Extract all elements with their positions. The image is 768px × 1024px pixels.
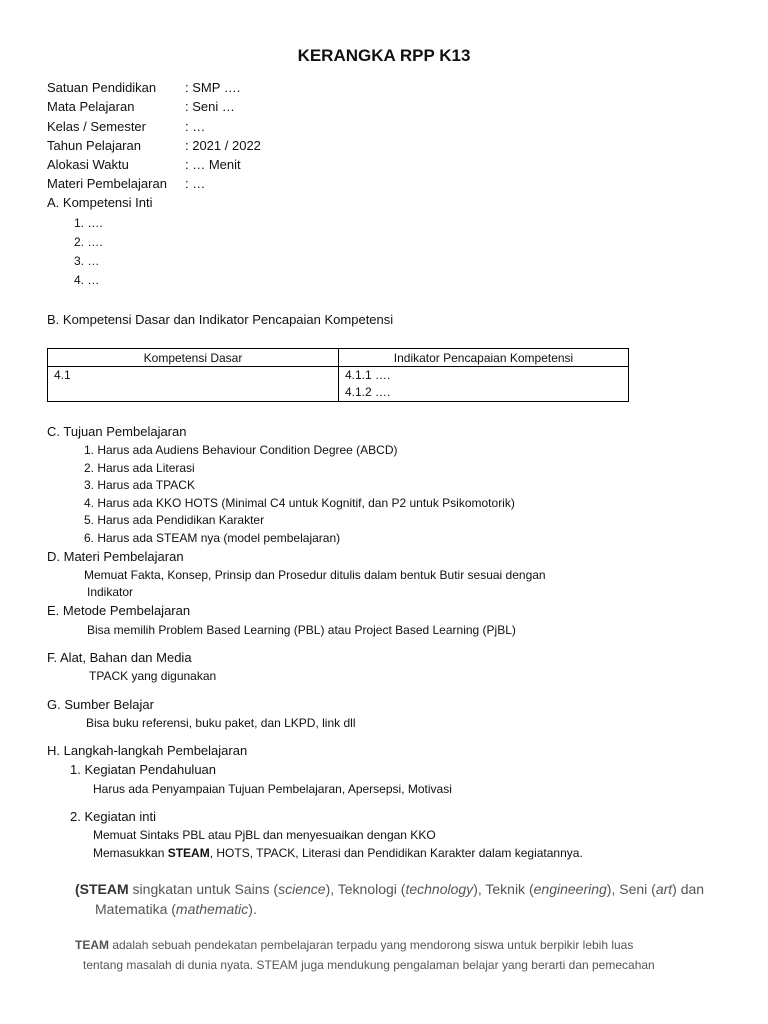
italic-term: science: [278, 881, 326, 897]
section-e-text: Bisa memilih Problem Based Learning (PBL) atau Project Based Learning (PjBL): [87, 623, 516, 637]
step-label: 1. Kegiatan Pendahuluan: [70, 762, 217, 777]
info-value: : 2021 / 2022: [185, 138, 261, 153]
info-label: Alokasi Waktu: [47, 157, 129, 172]
text-segment: (: [75, 881, 80, 897]
list-item: 3. …: [74, 254, 100, 268]
section-a-heading: A. Kompetensi Inti: [47, 195, 153, 210]
section-b-heading: B. Kompetensi Dasar dan Indikator Pencapaian Kompetensi: [47, 312, 394, 327]
section-e-heading: E. Metode Pembelajaran: [47, 603, 191, 618]
text-segment: ) dan: [672, 881, 705, 897]
info-value: : …: [185, 119, 206, 134]
info-label: Materi Pembelajaran: [47, 176, 167, 191]
text-segment: ), Teknologi (: [325, 881, 406, 897]
indicator-item: 4.1.2 ….: [345, 385, 391, 399]
list-item: 1. Harus ada Audiens Behaviour Condition Degree (ABCD): [84, 443, 398, 457]
indicator-item: 4.1.1 ….: [345, 368, 391, 382]
text-segment: Memasukkan: [93, 846, 168, 860]
text-segment: tentang masalah di dunia nyata. STEAM juga mendukung pengalaman belajar yang berarti dan pemecahan: [83, 958, 655, 972]
step-label: 2. Kegiatan inti: [70, 809, 157, 824]
list-item: 5. Harus ada Pendidikan Karakter: [84, 513, 265, 527]
text-segment: Matematika (: [95, 901, 176, 917]
section-g-heading: G. Sumber Belajar: [47, 697, 154, 712]
step-text: Harus ada Penyampaian Tujuan Pembelajaran, Apersepsi, Motivasi: [93, 782, 452, 796]
table-cell-kd: 4.1: [48, 367, 339, 402]
italic-term: mathematic: [175, 901, 249, 917]
page-title: KERANGKA RPP K13: [297, 46, 471, 65]
text-segment: singkatan untuk Sains (: [128, 881, 279, 897]
table-cell-indicators: [339, 367, 629, 402]
step-text: [93, 846, 583, 860]
list-item: 3. Harus ada TPACK: [84, 478, 195, 492]
bold-term: STEAM: [167, 846, 210, 860]
section-c-heading: C. Tujuan Pembelajaran: [47, 424, 187, 439]
info-label: Satuan Pendidikan: [47, 80, 157, 95]
table-header-row: [48, 349, 629, 367]
table-row: [48, 367, 629, 402]
info-label: Mata Pelajaran: [47, 99, 135, 114]
competency-table: [47, 348, 629, 402]
list-item: 6. Harus ada STEAM nya (model pembelajaran): [84, 531, 341, 545]
section-d-text: Memuat Fakta, Konsep, Prinsip dan Prosedur ditulis dalam bentuk Butir sesuai dengan: [84, 568, 546, 582]
italic-term: art: [655, 881, 673, 897]
list-item: 4. Harus ada KKO HOTS (Minimal C4 untuk Kognitif, dan P2 untuk Psikomotorik): [84, 496, 515, 510]
table-header-kd: Kompetensi Dasar: [48, 349, 339, 367]
text-segment: ), Seni (: [606, 881, 656, 897]
section-f-text: TPACK yang digunakan: [89, 669, 217, 683]
table-header-ipk: Indikator Pencapaian Kompetensi: [339, 349, 629, 367]
section-d-text: Indikator: [87, 585, 134, 599]
list-item: 2. Harus ada Literasi: [84, 461, 195, 475]
section-h-heading: H. Langkah-langkah Pembelajaran: [47, 743, 248, 758]
info-value: : … Menit: [185, 157, 241, 172]
info-label: Tahun Pelajaran: [47, 138, 141, 153]
info-value: : Seni …: [185, 99, 235, 114]
list-item: 4. …: [74, 273, 100, 287]
text-segment: ).: [248, 901, 257, 917]
text-segment: , HOTS, TPACK, Literasi dan Pendidikan Karakter dalam kegiatannya.: [209, 846, 583, 860]
info-value: : …: [185, 176, 206, 191]
text-segment: adalah sebuah pendekatan pembelajaran terpadu yang mendorong siswa untuk berpikir lebih luas: [109, 938, 634, 952]
section-d-heading: D. Materi Pembelajaran: [47, 549, 184, 564]
text-segment: ), Teknik (: [473, 881, 534, 897]
info-value: : SMP ….: [185, 80, 241, 95]
section-g-text: Bisa buku referensi, buku paket, dan LKPD, link dll: [86, 716, 356, 730]
bold-term: STEAM: [79, 881, 129, 897]
team-note: [75, 935, 735, 975]
section-f-heading: F. Alat, Bahan dan Media: [47, 650, 192, 665]
list-item: 2. ….: [74, 235, 103, 249]
list-item: 1. ….: [74, 216, 103, 230]
italic-term: technology: [405, 881, 474, 897]
bold-term: TEAM: [75, 938, 109, 952]
info-label: Kelas / Semester: [47, 119, 146, 134]
italic-term: engineering: [533, 881, 607, 897]
step-text: Memuat Sintaks PBL atau PjBL dan menyesuaikan dengan KKO: [93, 828, 436, 842]
steam-note: [75, 879, 735, 919]
